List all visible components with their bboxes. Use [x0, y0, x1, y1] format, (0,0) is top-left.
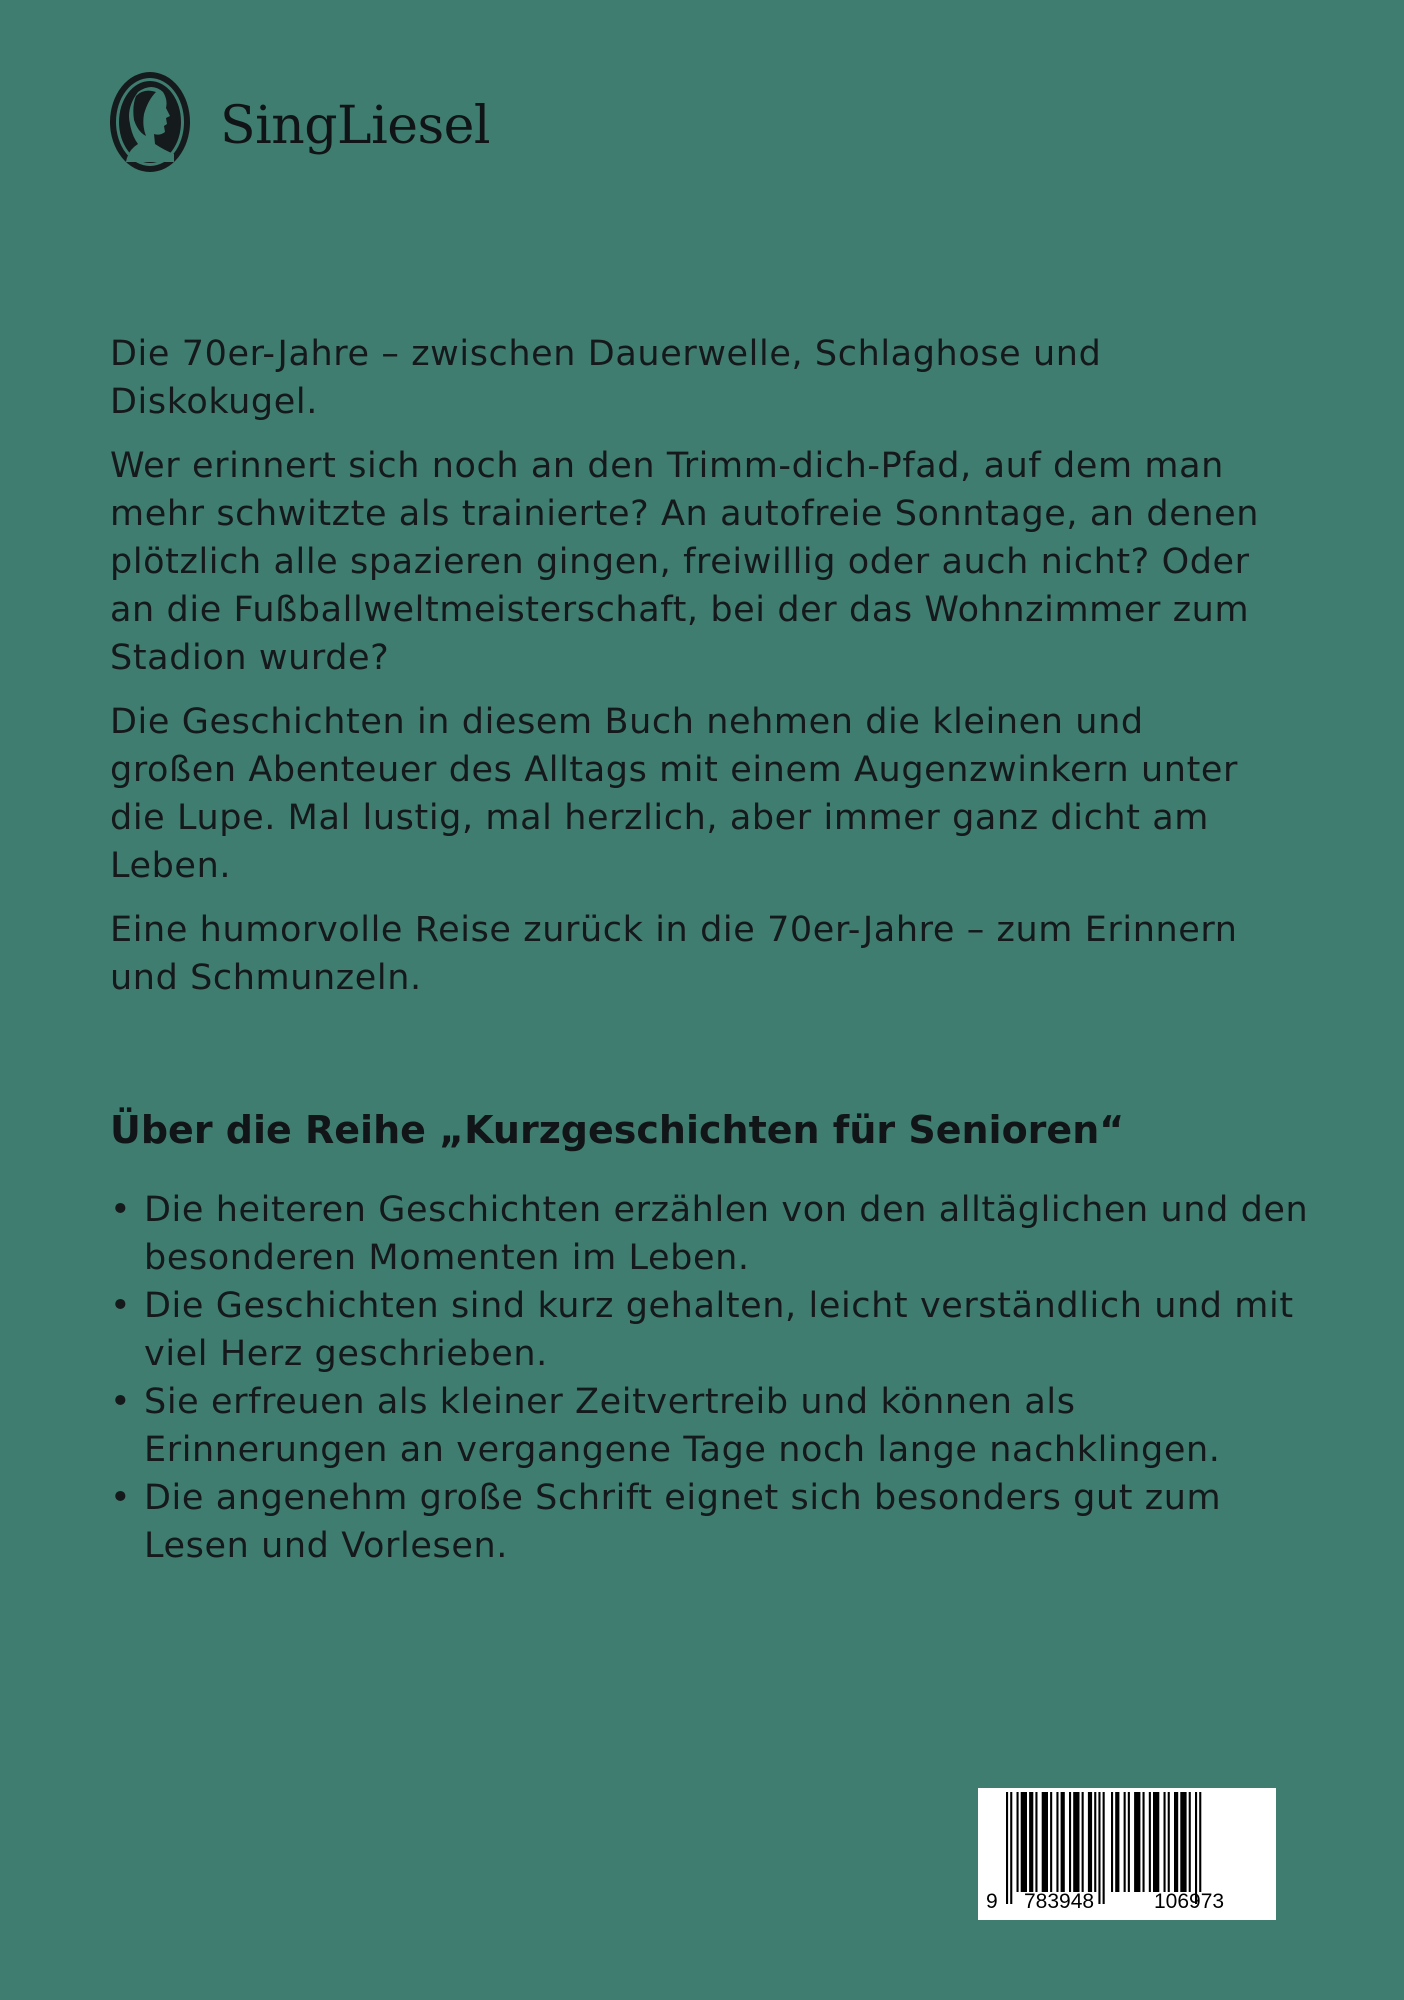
blurb-paragraph-2: Wer erinnert sich noch an den Trimm-dich-Pfad, auf dem man mehr schwitzte als trainierte? An autofreie Sonntage, an denen plötzlich alle spazieren gingen, freiwillig oder auch nicht? Oder an die Fußballweltmeisterschaft, bei der das Wohnzimmer zum Stadion wurde?	[110, 446, 1260, 678]
barcode-bar	[1174, 1792, 1178, 1892]
barcode-bar	[1073, 1792, 1079, 1892]
barcode-bar	[1029, 1792, 1033, 1892]
barcode-bar	[1134, 1792, 1140, 1892]
series-heading: Über die Reihe „Kurzgeschichten für Senioren“	[110, 1108, 1125, 1152]
barcode-bar	[1010, 1792, 1012, 1904]
barcode-bars-icon	[978, 1788, 1276, 1920]
barcode-bar	[1061, 1792, 1065, 1892]
barcode-bar	[1143, 1792, 1145, 1892]
barcode-bar	[1082, 1792, 1084, 1892]
list-item: • Die Geschichten sind kurz gehalten, leicht verständlich und mit viel Herz geschrieben.	[110, 1282, 1310, 1378]
barcode-bar	[1056, 1792, 1058, 1892]
brand-logo	[108, 70, 490, 174]
barcode-bar	[1017, 1792, 1019, 1892]
series-features-list	[110, 1186, 1310, 1570]
silhouette-cameo-icon	[108, 70, 192, 174]
blurb-paragraph-1: Die 70er-Jahre – zwischen Dauerwelle, Schlaghose und Diskokugel.	[110, 334, 1102, 422]
barcode-bar	[1042, 1792, 1048, 1892]
barcode-bar	[1094, 1792, 1096, 1892]
barcode-bar	[1098, 1792, 1100, 1904]
barcode-bar	[1153, 1792, 1159, 1892]
blurb	[110, 330, 1260, 1018]
blurb-paragraph-4: Eine humorvolle Reise zurück in die 70er-Jahre – zum Erinnern und Schmunzeln.	[110, 910, 1238, 998]
barcode-bar	[1199, 1792, 1201, 1892]
barcode-bar	[1180, 1792, 1186, 1892]
barcode-bar	[1006, 1792, 1008, 1904]
barcode-bar	[1128, 1792, 1130, 1892]
barcode-bar	[1115, 1792, 1119, 1892]
barcode-bar	[1035, 1792, 1037, 1892]
barcode-bar	[1149, 1792, 1151, 1892]
brand-name: SingLiesel	[220, 96, 491, 156]
barcode-bar	[1069, 1792, 1071, 1892]
barcode-bar	[1103, 1792, 1105, 1904]
barcode-bar	[1111, 1792, 1113, 1892]
list-item: • Sie erfreuen als kleiner Zeitvertreib und können als Erinnerungen an vergangene Tage noch lange nachklingen.	[110, 1378, 1310, 1474]
barcode-bar	[1168, 1792, 1170, 1892]
list-item: • Die angenehm große Schrift eignet sich besonders gut zum Lesen und Vorlesen.	[110, 1474, 1310, 1570]
blurb-paragraph-3: Die Geschichten in diesem Buch nehmen die kleinen und großen Abenteuer des Alltags mit einem Augenzwinkern unter die Lupe. Mal lustig, mal herzlich, aber immer ganz dicht am Leben.	[110, 702, 1239, 886]
barcode-bar	[1164, 1792, 1166, 1892]
barcode-left-digits: 783948	[1024, 1890, 1095, 1913]
barcode-bar	[1088, 1792, 1092, 1892]
barcode-right-digits: 106973	[1154, 1890, 1225, 1913]
barcode-first-digit: 9	[986, 1890, 998, 1913]
barcode-bar	[1124, 1792, 1126, 1892]
barcode-bar	[1195, 1792, 1197, 1904]
list-item: • Die heiteren Geschichten erzählen von den alltäglichen und den besonderen Momenten im Leben.	[110, 1186, 1310, 1282]
isbn-barcode	[978, 1788, 1276, 1920]
barcode-bar	[1050, 1792, 1052, 1892]
barcode-bar	[1189, 1792, 1191, 1892]
barcode-bar	[1021, 1792, 1027, 1892]
